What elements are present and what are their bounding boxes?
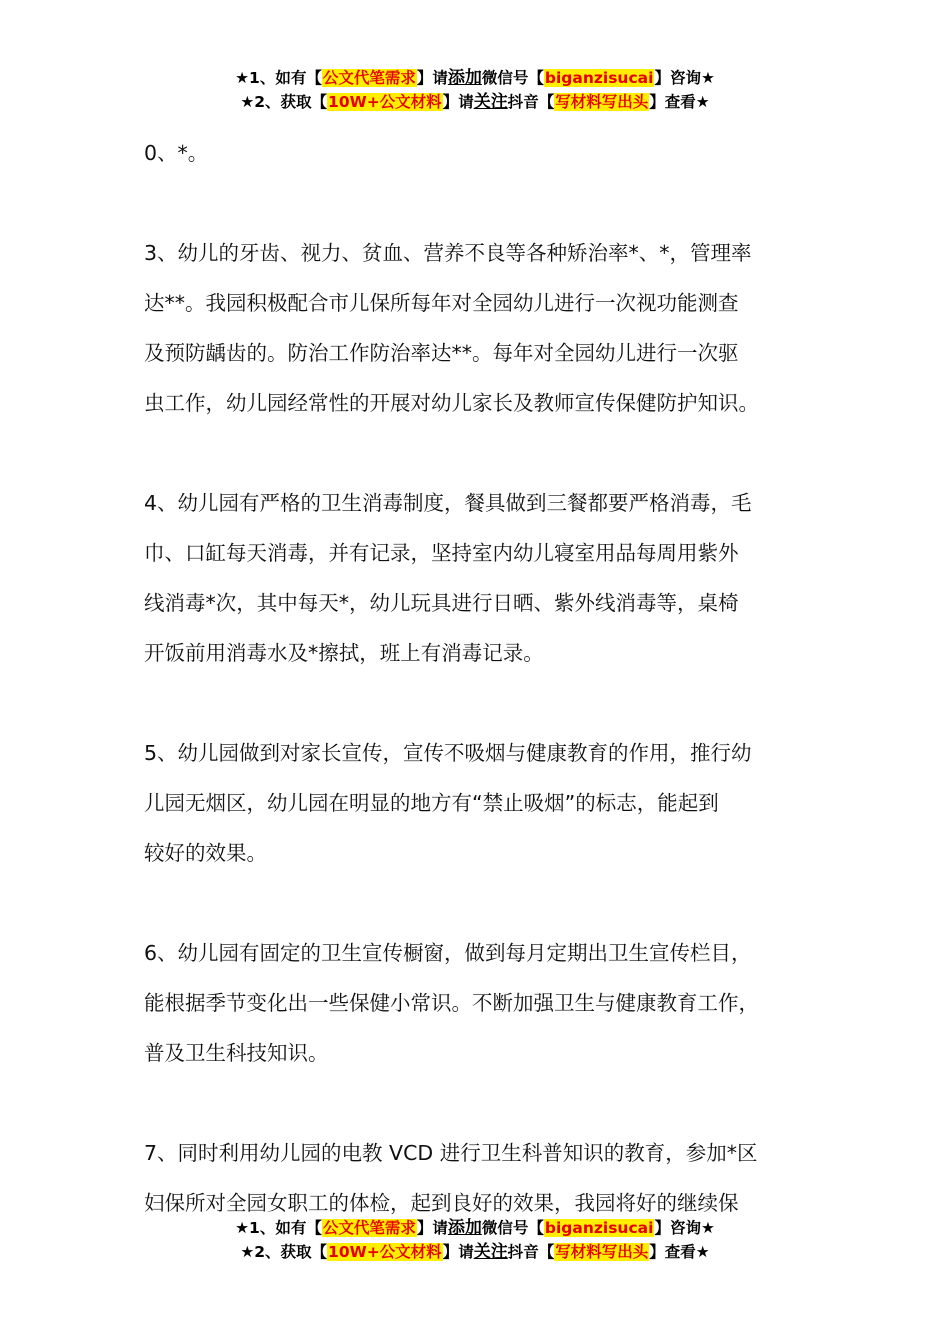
banner-emphasis: 添加 (447, 1218, 482, 1238)
banner-text: ★2、获取【 (240, 93, 328, 111)
text-line: 开饭前用消毒水及*擦拭，班上有消毒记录。 (144, 641, 544, 665)
banner-text: 抖音【 (507, 93, 555, 111)
text-line: 3、幼儿的牙齿、视力、贫血、营养不良等各种矫治率*、*，管理率 (144, 241, 752, 265)
banner-line-1 (0, 1216, 950, 1240)
paragraph-6 (144, 928, 844, 1078)
text-line: 能根据季节变化出一些保健小常识。不断加强卫生与健康教育工作， (144, 991, 759, 1015)
text-line: 线消毒*次，其中每天*，幼儿玩具进行日晒、紫外线消毒等，桌椅 (144, 591, 739, 615)
banner-text: 】咨询★ (654, 1219, 715, 1237)
text-line: 5、幼儿园做到对家长宣传，宣传不吸烟与健康教育的作用，推行幼 (144, 741, 752, 765)
text-line: 巾、口缸每天消毒，并有记录，坚持室内幼儿寝室用品每周用紫外 (144, 541, 739, 565)
banner-text: 】查看★ (649, 1243, 710, 1261)
banner-emphasis: 添加 (447, 68, 482, 88)
text-line: 普及卫生科技知识。 (144, 1041, 329, 1065)
banner-highlight: 10W+公文材料 (328, 93, 442, 111)
banner-text: ★2、获取【 (240, 1243, 328, 1261)
banner-emphasis: 关注 (473, 1242, 508, 1262)
banner-line-2 (0, 90, 950, 114)
banner-highlight: 10W+公文材料 (328, 1243, 442, 1261)
paragraph-5 (144, 728, 844, 878)
banner-highlight: biganzisucai (544, 69, 654, 87)
paragraph-3 (144, 228, 844, 428)
banner-text: 微信号【 (481, 69, 544, 87)
paragraph-4 (144, 478, 844, 678)
banner-highlight: 写材料写出头 (555, 1243, 649, 1261)
text-line: 7、同时利用幼儿园的电教 VCD 进行卫生科普知识的教育，参加*区 (144, 1141, 758, 1165)
banner-text: 】咨询★ (654, 69, 715, 87)
banner-line-2 (0, 1240, 950, 1264)
banner-text: 】请 (442, 93, 474, 111)
banner-text: 】查看★ (649, 93, 710, 111)
text-line: 0、*。 (144, 141, 209, 165)
header-banner (0, 66, 950, 114)
text-line: 达**。我园积极配合市儿保所每年对全园幼儿进行一次视功能测查 (144, 291, 739, 315)
banner-text: ★1、如有【 (235, 1219, 322, 1237)
document-body (144, 128, 844, 1228)
banner-emphasis: 关注 (473, 92, 508, 112)
text-line: 虫工作，幼儿园经常性的开展对幼儿家长及教师宣传保健防护知识。 (144, 391, 759, 415)
banner-text: 】请 (416, 1219, 448, 1237)
banner-text: 】请 (442, 1243, 474, 1261)
banner-highlight: biganzisucai (544, 1219, 654, 1237)
paragraph-7 (144, 1128, 844, 1228)
text-line: 妇保所对全园女职工的体检，起到良好的效果，我园将好的继续保 (144, 1191, 739, 1215)
text-line: 4、幼儿园有严格的卫生消毒制度，餐具做到三餐都要严格消毒，毛 (144, 491, 752, 515)
banner-highlight: 写材料写出头 (555, 93, 649, 111)
footer-banner (0, 1216, 950, 1264)
text-line: 儿园无烟区，幼儿园在明显的地方有“禁止吸烟”的标志，能起到 (144, 791, 719, 815)
paragraph-0 (144, 128, 844, 178)
banner-line-1 (0, 66, 950, 90)
banner-text: 微信号【 (481, 1219, 544, 1237)
banner-text: 抖音【 (507, 1243, 555, 1261)
banner-text: ★1、如有【 (235, 69, 322, 87)
banner-highlight: 公文代笔需求 (322, 1219, 416, 1237)
text-line: 6、幼儿园有固定的卫生宣传橱窗，做到每月定期出卫生宣传栏目， (144, 941, 752, 965)
banner-highlight: 公文代笔需求 (322, 69, 416, 87)
banner-text: 】请 (416, 69, 448, 87)
text-line: 及预防龋齿的。防治工作防治率达**。每年对全园幼儿进行一次驱 (144, 341, 739, 365)
text-line: 较好的效果。 (144, 841, 267, 865)
